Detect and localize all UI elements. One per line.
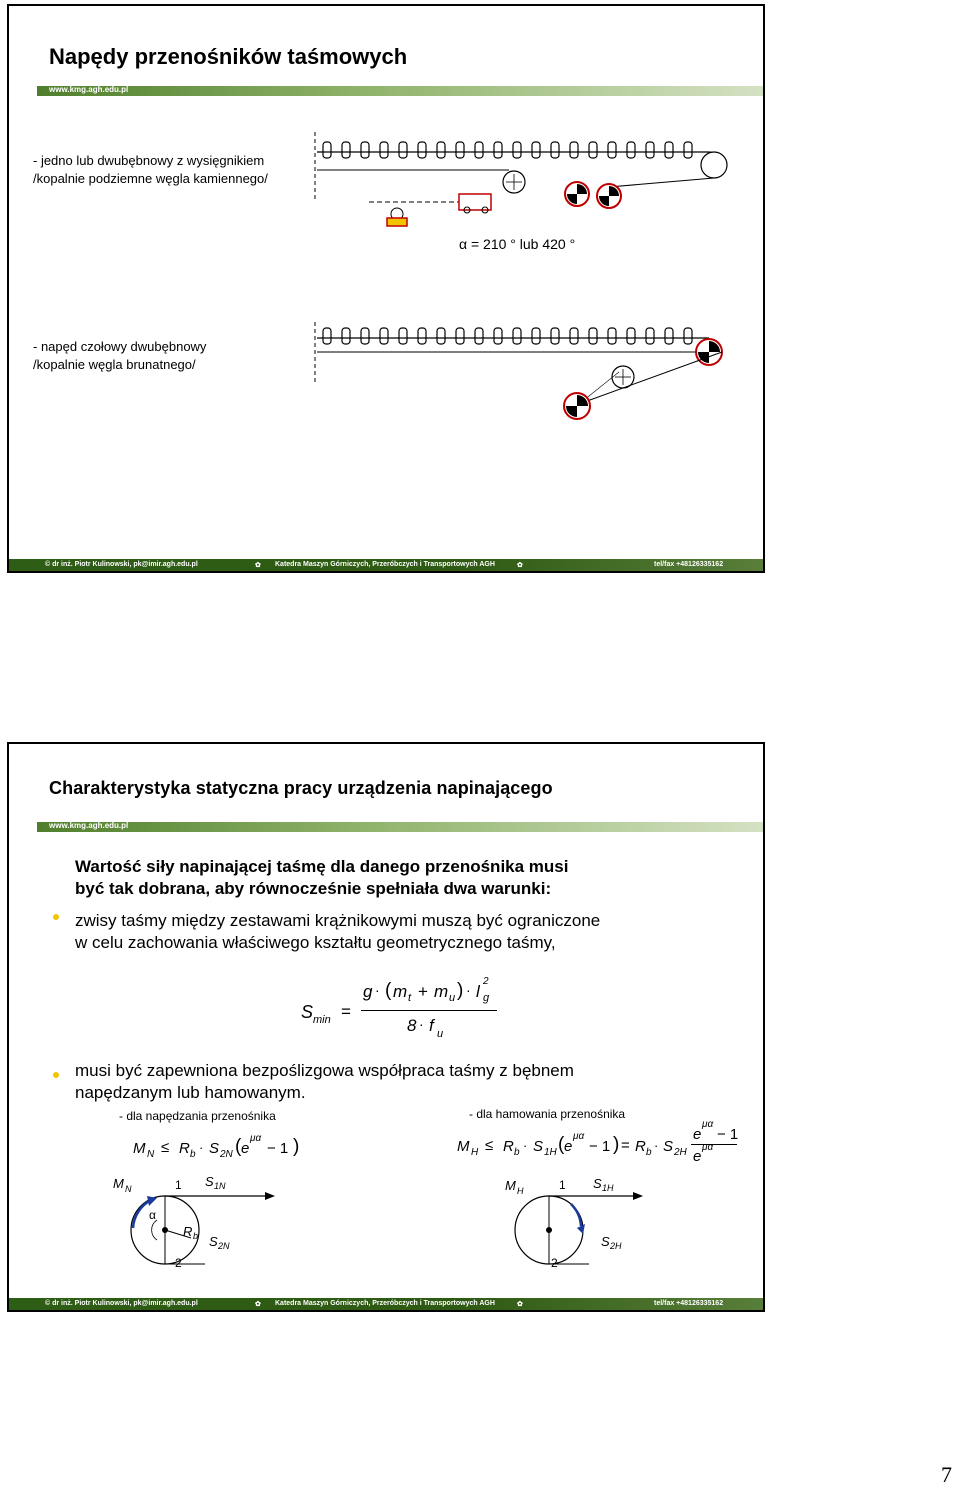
conveyor-diagram-head <box>309 322 749 432</box>
footer-department: Katedra Maszyn Górniczych, Przeróbczych i Transportowych AGH <box>275 1300 495 1307</box>
slide-title: Charakterystyka statyczna pracy urządzenia napinającego <box>49 778 553 798</box>
footer-author: © dr inż. Piotr Kulinowski, pk@imir.agh.edu.pl <box>45 561 198 568</box>
item1-line2: /kopalnie podziemne węgla kamiennego/ <box>33 171 268 186</box>
angle-label: α = 210 ° lub 420 ° <box>459 236 576 252</box>
item2-line2: /kopalnie węgla brunatnego/ <box>33 357 196 372</box>
fraction-bar <box>361 1010 497 1011</box>
bullet-icon <box>53 914 59 920</box>
intro-line2: być tak dobrana, aby równocześnie spełniała dwa warunki: <box>75 879 552 898</box>
slide-conveyor-drives <box>7 4 765 573</box>
pulley-diagram-brake: M H 1 S 1H S 2H 2 <box>493 1180 693 1280</box>
bullet1-line2: w celu zachowania właściwego kształtu geometrycznego taśmy, <box>75 933 556 952</box>
formula-brake: M H ≤ R b · S 1H ( e μα − 1 ) = R b · S 2H e μα − 1 e μα <box>457 1119 739 1165</box>
item1-line1: - jedno lub dwubębnowy z wysięgnikiem <box>33 153 265 168</box>
footer-department: Katedra Maszyn Górniczych, Przeróbczych i Transportowych AGH <box>275 561 495 568</box>
formula-smin: S min = g · ( m t + m u ) · l 2 g 8 · f u <box>299 980 519 1050</box>
footer-logo-icon: ✿ <box>517 562 523 569</box>
footer-phone: tel/fax +48126335162 <box>654 1300 724 1307</box>
slide-title: Napędy przenośników taśmowych <box>49 44 408 69</box>
formula-drive: M N ≤ R b · S 2N ( e μα − 1 ) <box>133 1133 300 1160</box>
brake-label: - dla hamowania przenośnika <box>469 1107 626 1121</box>
footer-logo-icon: ✿ <box>255 562 261 569</box>
bullet2-line1: musi być zapewniona bezpoślizgowa współpraca taśmy z bębnem <box>75 1061 574 1080</box>
url-text: www.kmg.agh.edu.pl <box>49 821 129 830</box>
slide-footer <box>9 1298 763 1310</box>
fraction-bar <box>691 1144 737 1145</box>
intro-line1: Wartość siły napinającej taśmę dla danego przenośnika musi <box>75 857 569 876</box>
slide-tensioner-characteristic <box>7 742 765 1312</box>
drive-label: - dla napędzania przenośnika <box>119 1109 276 1123</box>
item2-line1: - napęd czołowy dwubębnowy <box>33 339 207 354</box>
bullet-icon <box>53 1072 59 1078</box>
footer-phone: tel/fax +48126335162 <box>654 561 724 568</box>
bullet2-line2: napędzanym lub hamowanym. <box>75 1083 306 1102</box>
footer-logo-icon: ✿ <box>517 1301 523 1308</box>
footer-author: © dr inż. Piotr Kulinowski, pk@imir.agh.edu.pl <box>45 1300 198 1307</box>
pulley-drawing <box>105 1180 305 1280</box>
pulley-diagram-drive: M N 1 S 1N α R b S 2N 2 <box>105 1180 305 1280</box>
url-bar <box>37 822 763 832</box>
page-number: 7 <box>941 1462 952 1487</box>
slide-footer <box>9 559 763 571</box>
url-text: www.kmg.agh.edu.pl <box>49 85 129 94</box>
footer-logo-icon: ✿ <box>255 1301 261 1308</box>
bullet1-line1: zwisy taśmy między zestawami krążnikowymi muszą być ograniczone <box>75 911 601 930</box>
url-bar <box>37 86 763 96</box>
conveyor-diagram-boom <box>309 132 749 232</box>
